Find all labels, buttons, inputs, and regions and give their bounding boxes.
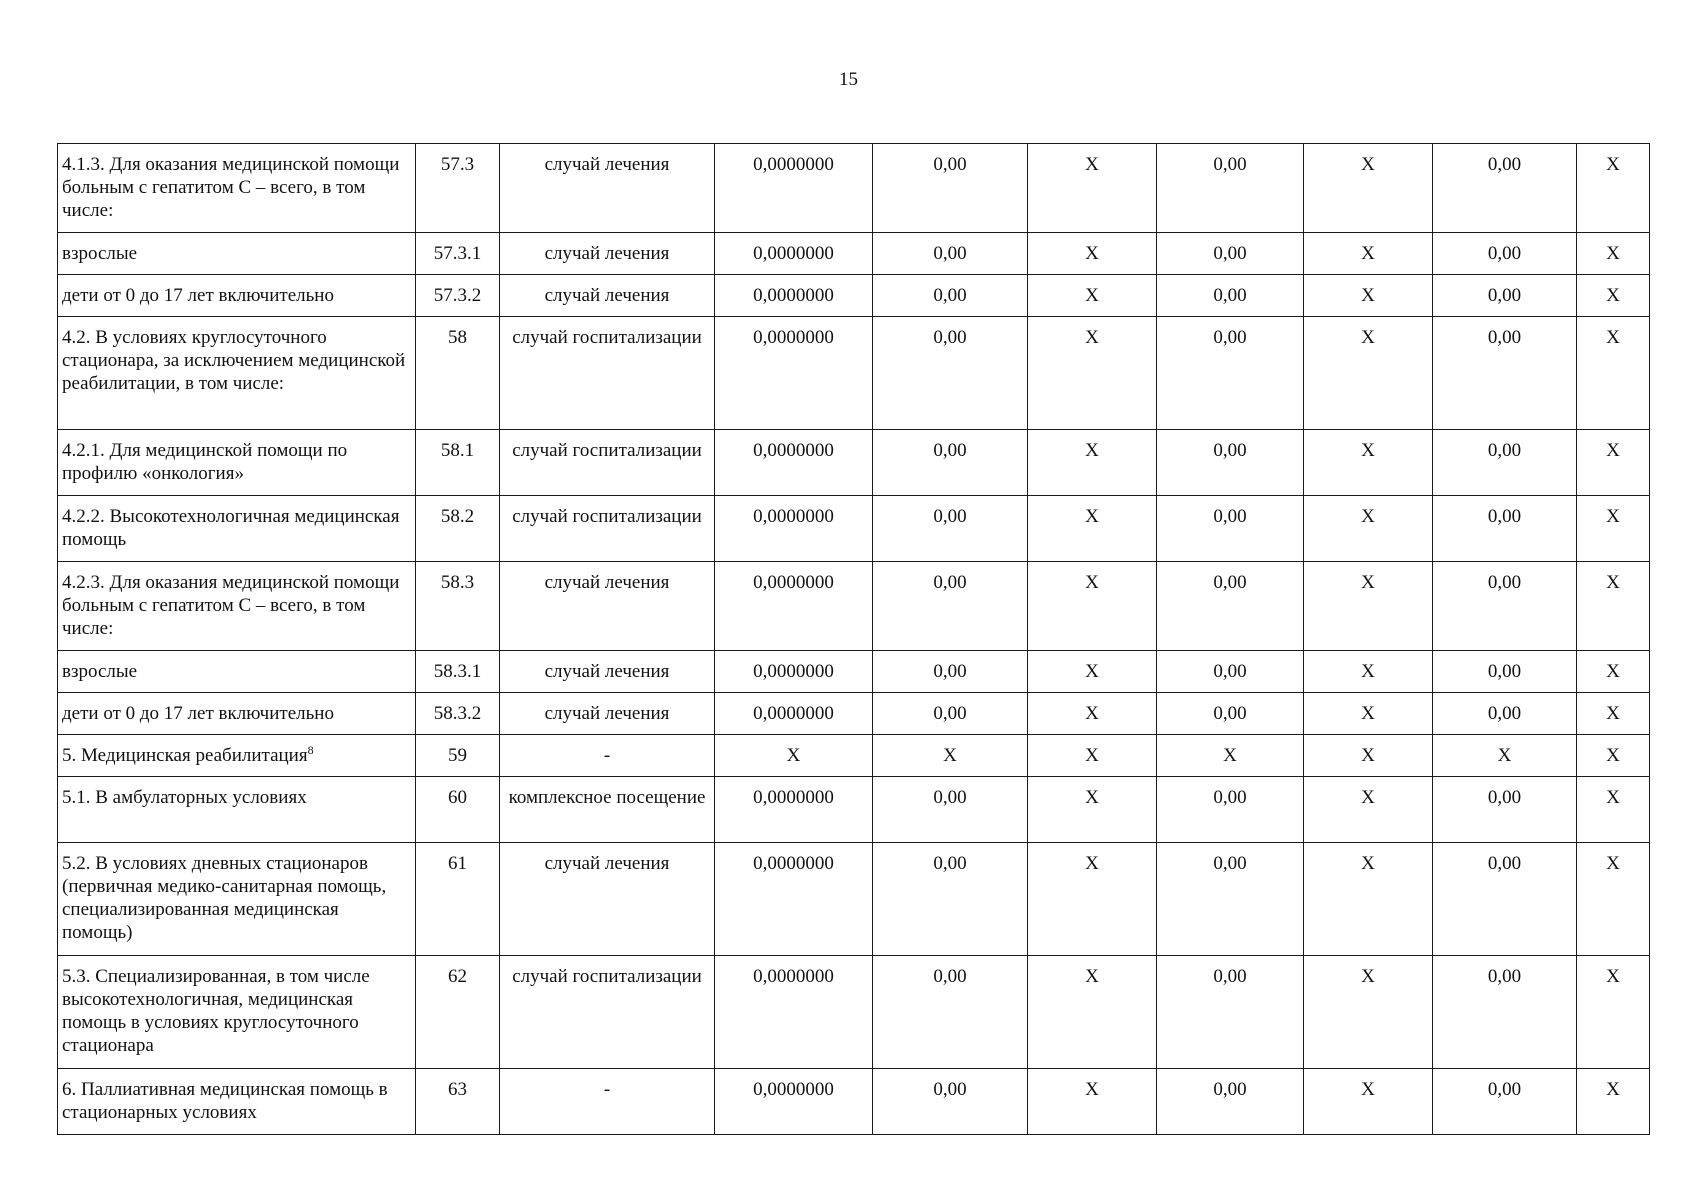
value-col-9 xyxy=(1433,233,1577,275)
value-col-4-text: 0,0000000 xyxy=(753,853,834,874)
value-col-6 xyxy=(1028,956,1157,1069)
value-col-8-text: X xyxy=(1361,787,1375,808)
value-col-9-text: 0,00 xyxy=(1487,506,1522,527)
row-name-text: 4.2.1. Для медицинской помощи по профилю «онкология» xyxy=(62,440,348,484)
value-col-4 xyxy=(715,843,873,956)
value-col-6 xyxy=(1028,843,1157,956)
value-col-6-text: X xyxy=(1085,703,1099,724)
value-col-5-text: 0,00 xyxy=(933,1079,967,1100)
value-col-7 xyxy=(1157,317,1304,430)
table-row xyxy=(58,144,1650,233)
unit-of-measure xyxy=(500,275,715,317)
value-col-8 xyxy=(1304,275,1433,317)
value-col-4 xyxy=(715,777,873,843)
unit-of-measure-text: комплексное посещение xyxy=(508,787,706,808)
value-col-10 xyxy=(1577,317,1650,430)
value-col-10-text: X xyxy=(1606,154,1620,175)
table-row xyxy=(58,956,1650,1069)
unit-of-measure xyxy=(500,1069,715,1135)
row-name-text: 4.2.2. Высокотехнологичная медицинская помощь xyxy=(62,506,400,550)
unit-of-measure xyxy=(500,496,715,562)
row-code-text: 58.2 xyxy=(440,506,475,527)
value-col-9 xyxy=(1433,651,1577,693)
unit-of-measure xyxy=(500,317,715,430)
value-col-4-text: 0,0000000 xyxy=(753,440,834,461)
value-col-7-text: 0,00 xyxy=(1213,243,1247,264)
row-code-text: 61 xyxy=(448,853,467,874)
row-code-text: 60 xyxy=(448,787,467,808)
row-name xyxy=(58,144,416,233)
unit-of-measure xyxy=(500,693,715,735)
value-col-8 xyxy=(1304,317,1433,430)
row-name xyxy=(58,693,416,735)
row-name xyxy=(58,735,416,777)
value-col-4-text: 0,0000000 xyxy=(753,572,834,593)
value-col-9 xyxy=(1433,275,1577,317)
row-code xyxy=(416,735,500,777)
value-col-6 xyxy=(1028,430,1157,496)
value-col-10-text: X xyxy=(1606,506,1620,527)
value-col-5-text: 0,00 xyxy=(933,853,967,874)
value-col-7-text: 0,00 xyxy=(1213,440,1247,461)
value-col-4 xyxy=(715,956,873,1069)
value-col-8 xyxy=(1304,735,1433,777)
value-col-7 xyxy=(1157,651,1304,693)
value-col-5 xyxy=(873,233,1028,275)
value-col-10 xyxy=(1577,735,1650,777)
value-col-6 xyxy=(1028,651,1157,693)
value-col-9 xyxy=(1433,562,1577,651)
value-col-6 xyxy=(1028,317,1157,430)
row-name xyxy=(58,275,416,317)
value-col-5 xyxy=(873,430,1028,496)
value-col-10 xyxy=(1577,1069,1650,1135)
row-code xyxy=(416,144,500,233)
value-col-6-text: X xyxy=(1085,745,1099,766)
value-col-5-text: 0,00 xyxy=(933,327,967,348)
value-col-7 xyxy=(1157,693,1304,735)
value-col-4 xyxy=(715,275,873,317)
value-col-5-text: 0,00 xyxy=(933,243,967,264)
unit-of-measure-text: случай госпитализации xyxy=(512,966,702,987)
row-code-text: 57.3.2 xyxy=(433,285,482,306)
value-col-10-text: X xyxy=(1606,1079,1620,1100)
row-code-text: 59 xyxy=(448,745,467,766)
table-row xyxy=(58,496,1650,562)
row-code xyxy=(416,777,500,843)
value-col-5-text: 0,00 xyxy=(933,966,967,987)
value-col-6 xyxy=(1028,275,1157,317)
value-col-7-text: 0,00 xyxy=(1213,572,1247,593)
value-col-4-text: 0,0000000 xyxy=(753,703,834,724)
row-name-text: 4.1.3. Для оказания медицинской помощи больным с гепатитом С – всего, в том числе: xyxy=(62,154,400,221)
value-col-8-text: X xyxy=(1361,440,1375,461)
page-number: 15 xyxy=(839,69,858,90)
value-col-6-text: X xyxy=(1085,966,1099,987)
value-col-6-text: X xyxy=(1085,154,1099,175)
value-col-4-text: 0,0000000 xyxy=(753,966,834,987)
value-col-4-text: 0,0000000 xyxy=(753,154,834,175)
table-row xyxy=(58,317,1650,430)
value-col-8-text: X xyxy=(1361,745,1375,766)
unit-of-measure-text: случай госпитализации xyxy=(512,506,702,527)
row-code-text: 57.3.1 xyxy=(433,243,482,264)
value-col-10-text: X xyxy=(1606,440,1620,461)
row-code xyxy=(416,317,500,430)
row-code xyxy=(416,843,500,956)
value-col-9-text: 0,00 xyxy=(1487,285,1522,306)
unit-of-measure xyxy=(500,735,715,777)
value-col-7 xyxy=(1157,956,1304,1069)
value-col-8-text: X xyxy=(1361,243,1375,264)
value-col-4 xyxy=(715,735,873,777)
value-col-8 xyxy=(1304,144,1433,233)
table-row xyxy=(58,430,1650,496)
value-col-9-text: 0,00 xyxy=(1487,154,1522,175)
value-col-6-text: X xyxy=(1085,1079,1099,1100)
table-row xyxy=(58,651,1650,693)
row-name xyxy=(58,843,416,956)
value-col-7-text: 0,00 xyxy=(1213,966,1247,987)
value-col-6-text: X xyxy=(1085,440,1099,461)
value-col-8-text: X xyxy=(1361,661,1375,682)
value-col-6 xyxy=(1028,1069,1157,1135)
value-col-9 xyxy=(1433,496,1577,562)
table-row xyxy=(58,1069,1650,1135)
value-col-10-text: X xyxy=(1606,285,1620,306)
unit-of-measure-text: случай лечения xyxy=(544,853,670,874)
value-col-4 xyxy=(715,693,873,735)
value-col-4 xyxy=(715,317,873,430)
value-col-7-text: 0,00 xyxy=(1213,853,1247,874)
row-code-text: 58.3 xyxy=(440,572,475,593)
row-code xyxy=(416,651,500,693)
value-col-10 xyxy=(1577,777,1650,843)
row-code xyxy=(416,233,500,275)
value-col-4 xyxy=(715,496,873,562)
value-col-5 xyxy=(873,562,1028,651)
row-code xyxy=(416,496,500,562)
value-col-10-text: X xyxy=(1606,703,1620,724)
table-body xyxy=(58,144,1650,1135)
row-name-text: взрослые xyxy=(62,661,138,682)
value-col-6-text: X xyxy=(1085,327,1099,348)
value-col-7-text: X xyxy=(1223,745,1237,766)
row-code-text: 63 xyxy=(448,1079,467,1100)
value-col-4-text: 0,0000000 xyxy=(753,285,834,306)
value-col-9-text: 0,00 xyxy=(1487,440,1522,461)
value-col-8-text: X xyxy=(1361,154,1375,175)
footnote-marker: 8 xyxy=(307,743,314,757)
row-code xyxy=(416,1069,500,1135)
value-col-4-text: 0,0000000 xyxy=(753,661,834,682)
row-code xyxy=(416,275,500,317)
row-name xyxy=(58,430,416,496)
value-col-5 xyxy=(873,956,1028,1069)
value-col-6 xyxy=(1028,496,1157,562)
value-col-7 xyxy=(1157,843,1304,956)
unit-of-measure xyxy=(500,843,715,956)
unit-of-measure xyxy=(500,144,715,233)
row-code xyxy=(416,562,500,651)
value-col-4-text: 0,0000000 xyxy=(753,243,834,264)
value-col-6 xyxy=(1028,233,1157,275)
row-name xyxy=(58,777,416,843)
value-col-7 xyxy=(1157,735,1304,777)
unit-of-measure-text: случай госпитализации xyxy=(512,327,702,348)
value-col-6 xyxy=(1028,735,1157,777)
value-col-6-text: X xyxy=(1085,506,1099,527)
table-row xyxy=(58,562,1650,651)
value-col-8 xyxy=(1304,956,1433,1069)
value-col-10 xyxy=(1577,144,1650,233)
value-col-5-text: 0,00 xyxy=(933,285,967,306)
row-code-text: 62 xyxy=(448,966,467,987)
unit-of-measure-text: случай лечения xyxy=(544,572,670,593)
row-name-text: 4.2.3. Для оказания медицинской помощи больным с гепатитом С – всего, в том числе: xyxy=(62,572,400,639)
row-name-text: 4.2. В условиях круглосуточного стационара, за исключением медицинской реабилитации, в том числе: xyxy=(62,327,406,394)
row-code-text: 58 xyxy=(448,327,467,348)
value-col-5 xyxy=(873,144,1028,233)
value-col-8 xyxy=(1304,496,1433,562)
unit-of-measure-text: случай лечения xyxy=(544,661,670,682)
value-col-7 xyxy=(1157,1069,1304,1135)
value-col-7 xyxy=(1157,233,1304,275)
unit-of-measure-text: - xyxy=(603,1079,611,1100)
value-col-7-text: 0,00 xyxy=(1213,787,1247,808)
value-col-10 xyxy=(1577,496,1650,562)
table-row xyxy=(58,693,1650,735)
value-col-10-text: X xyxy=(1606,787,1620,808)
value-col-8-text: X xyxy=(1361,285,1375,306)
value-col-5-text: 0,00 xyxy=(933,787,967,808)
row-code-text: 58.3.2 xyxy=(433,703,482,724)
value-col-5-text: 0,00 xyxy=(933,440,967,461)
row-name-text: взрослые xyxy=(62,243,138,264)
value-col-5 xyxy=(873,735,1028,777)
value-col-4 xyxy=(715,430,873,496)
row-name-text: 6. Паллиативная медицинская помощь в стационарных условиях xyxy=(62,1079,388,1123)
row-name xyxy=(58,562,416,651)
value-col-8 xyxy=(1304,1069,1433,1135)
row-name xyxy=(58,956,416,1069)
value-col-10-text: X xyxy=(1606,243,1620,264)
value-col-5-text: 0,00 xyxy=(933,703,967,724)
value-col-7 xyxy=(1157,275,1304,317)
value-col-9 xyxy=(1433,693,1577,735)
value-col-5-text: 0,00 xyxy=(933,661,967,682)
value-col-8 xyxy=(1304,430,1433,496)
value-col-10 xyxy=(1577,651,1650,693)
value-col-4-text: 0,0000000 xyxy=(753,1079,834,1100)
value-col-5 xyxy=(873,496,1028,562)
value-col-4-text: 0,0000000 xyxy=(753,327,834,348)
value-col-5 xyxy=(873,693,1028,735)
value-col-4 xyxy=(715,144,873,233)
value-col-6-text: X xyxy=(1085,787,1099,808)
unit-of-measure-text: случай лечения xyxy=(544,285,670,306)
unit-of-measure xyxy=(500,562,715,651)
value-col-10-text: X xyxy=(1606,327,1620,348)
table-row xyxy=(58,843,1650,956)
value-col-7 xyxy=(1157,562,1304,651)
value-col-8-text: X xyxy=(1361,506,1375,527)
value-col-7-text: 0,00 xyxy=(1213,703,1247,724)
value-col-8-text: X xyxy=(1361,572,1375,593)
value-col-7-text: 0,00 xyxy=(1213,506,1247,527)
value-col-8-text: X xyxy=(1361,966,1375,987)
value-col-4 xyxy=(715,562,873,651)
table-row xyxy=(58,275,1650,317)
value-col-5 xyxy=(873,651,1028,693)
value-col-9-text: 0,00 xyxy=(1487,1079,1522,1100)
row-name xyxy=(58,496,416,562)
value-col-6-text: X xyxy=(1085,243,1099,264)
value-col-10 xyxy=(1577,275,1650,317)
value-col-9 xyxy=(1433,317,1577,430)
data-table xyxy=(57,143,1650,1135)
value-col-5-text: 0,00 xyxy=(933,506,967,527)
value-col-6 xyxy=(1028,777,1157,843)
value-col-9 xyxy=(1433,1069,1577,1135)
value-col-9-text: 0,00 xyxy=(1487,327,1522,348)
value-col-7-text: 0,00 xyxy=(1213,661,1247,682)
value-col-5-text: X xyxy=(943,745,957,766)
value-col-6-text: X xyxy=(1085,285,1099,306)
value-col-7 xyxy=(1157,144,1304,233)
value-col-10 xyxy=(1577,233,1650,275)
value-col-9 xyxy=(1433,430,1577,496)
value-col-6-text: X xyxy=(1085,661,1099,682)
value-col-9-text: 0,00 xyxy=(1487,787,1522,808)
unit-of-measure-text: случай лечения xyxy=(544,154,670,175)
value-col-10-text: X xyxy=(1606,966,1620,987)
value-col-6 xyxy=(1028,693,1157,735)
unit-of-measure xyxy=(500,233,715,275)
value-col-4 xyxy=(715,233,873,275)
row-code-text: 58.3.1 xyxy=(433,661,482,682)
value-col-9-text: 0,00 xyxy=(1487,966,1522,987)
table-row xyxy=(58,735,1650,777)
table-row xyxy=(58,777,1650,843)
row-code-text: 58.1 xyxy=(440,440,475,461)
value-col-7-text: 0,00 xyxy=(1213,285,1247,306)
unit-of-measure-text: случай лечения xyxy=(544,243,670,264)
row-code xyxy=(416,430,500,496)
unit-of-measure xyxy=(500,956,715,1069)
value-col-7 xyxy=(1157,496,1304,562)
row-name-text: дети от 0 до 17 лет включительно xyxy=(62,285,334,306)
value-col-9-text: 0,00 xyxy=(1487,703,1522,724)
value-col-7-text: 0,00 xyxy=(1213,154,1247,175)
value-col-5 xyxy=(873,275,1028,317)
row-name xyxy=(58,317,416,430)
value-col-9-text: 0,00 xyxy=(1487,661,1522,682)
unit-of-measure-text: случай лечения xyxy=(544,703,670,724)
unit-of-measure-text: - xyxy=(603,745,611,766)
value-col-6 xyxy=(1028,144,1157,233)
value-col-9 xyxy=(1433,777,1577,843)
value-col-9 xyxy=(1433,144,1577,233)
value-col-8 xyxy=(1304,233,1433,275)
value-col-10 xyxy=(1577,562,1650,651)
value-col-6 xyxy=(1028,562,1157,651)
value-col-10 xyxy=(1577,430,1650,496)
row-name-text: 5.3. Специализированная, в том числе высокотехнологичная, медицинская помощь в условиях круглосуточного стационара xyxy=(62,966,370,1056)
value-col-4 xyxy=(715,1069,873,1135)
value-col-5 xyxy=(873,843,1028,956)
unit-of-measure xyxy=(500,651,715,693)
value-col-7-text: 0,00 xyxy=(1213,327,1247,348)
row-name xyxy=(58,1069,416,1135)
value-col-5-text: 0,00 xyxy=(933,572,967,593)
table-row xyxy=(58,233,1650,275)
row-name xyxy=(58,233,416,275)
value-col-8 xyxy=(1304,777,1433,843)
value-col-10 xyxy=(1577,843,1650,956)
value-col-9 xyxy=(1433,843,1577,956)
value-col-7-text: 0,00 xyxy=(1213,1079,1247,1100)
value-col-4 xyxy=(715,651,873,693)
unit-of-measure xyxy=(500,430,715,496)
unit-of-measure-text: случай госпитализации xyxy=(512,440,702,461)
value-col-6-text: X xyxy=(1085,853,1099,874)
value-col-4-text: X xyxy=(786,745,801,766)
value-col-8-text: X xyxy=(1361,1079,1375,1100)
value-col-8 xyxy=(1304,651,1433,693)
value-col-8 xyxy=(1304,693,1433,735)
value-col-4-text: 0,0000000 xyxy=(753,506,834,527)
value-col-10-text: X xyxy=(1606,572,1620,593)
value-col-5 xyxy=(873,317,1028,430)
row-name-text: 5.2. В условиях дневных стационаров (первичная медико-санитарная помощь, специализированная медицинская помощь) xyxy=(62,853,387,943)
row-name xyxy=(58,651,416,693)
value-col-8-text: X xyxy=(1361,853,1375,874)
value-col-10-text: X xyxy=(1606,661,1620,682)
row-name-text: 5.1. В амбулаторных условиях xyxy=(62,787,307,808)
value-col-7 xyxy=(1157,777,1304,843)
value-col-5 xyxy=(873,1069,1028,1135)
value-col-9-text: 0,00 xyxy=(1487,572,1522,593)
value-col-9-text: X xyxy=(1497,745,1512,766)
unit-of-measure xyxy=(500,777,715,843)
value-col-10 xyxy=(1577,956,1650,1069)
value-col-10-text: X xyxy=(1606,853,1620,874)
row-code xyxy=(416,956,500,1069)
value-col-9-text: 0,00 xyxy=(1487,243,1522,264)
value-col-5 xyxy=(873,777,1028,843)
value-col-6-text: X xyxy=(1085,572,1099,593)
value-col-5-text: 0,00 xyxy=(933,154,967,175)
value-col-8 xyxy=(1304,562,1433,651)
value-col-8-text: X xyxy=(1361,703,1375,724)
row-code-text: 57.3 xyxy=(440,154,475,175)
row-code xyxy=(416,693,500,735)
value-col-8-text: X xyxy=(1361,327,1375,348)
value-col-9-text: 0,00 xyxy=(1487,853,1522,874)
value-col-9 xyxy=(1433,956,1577,1069)
value-col-7 xyxy=(1157,430,1304,496)
value-col-9 xyxy=(1433,735,1577,777)
value-col-4-text: 0,0000000 xyxy=(753,787,834,808)
row-name-text: дети от 0 до 17 лет включительно xyxy=(62,703,334,724)
value-col-8 xyxy=(1304,843,1433,956)
row-name-text: 5. Медицинская реабилитация xyxy=(62,745,308,766)
value-col-10 xyxy=(1577,693,1650,735)
value-col-10-text: X xyxy=(1606,745,1620,766)
